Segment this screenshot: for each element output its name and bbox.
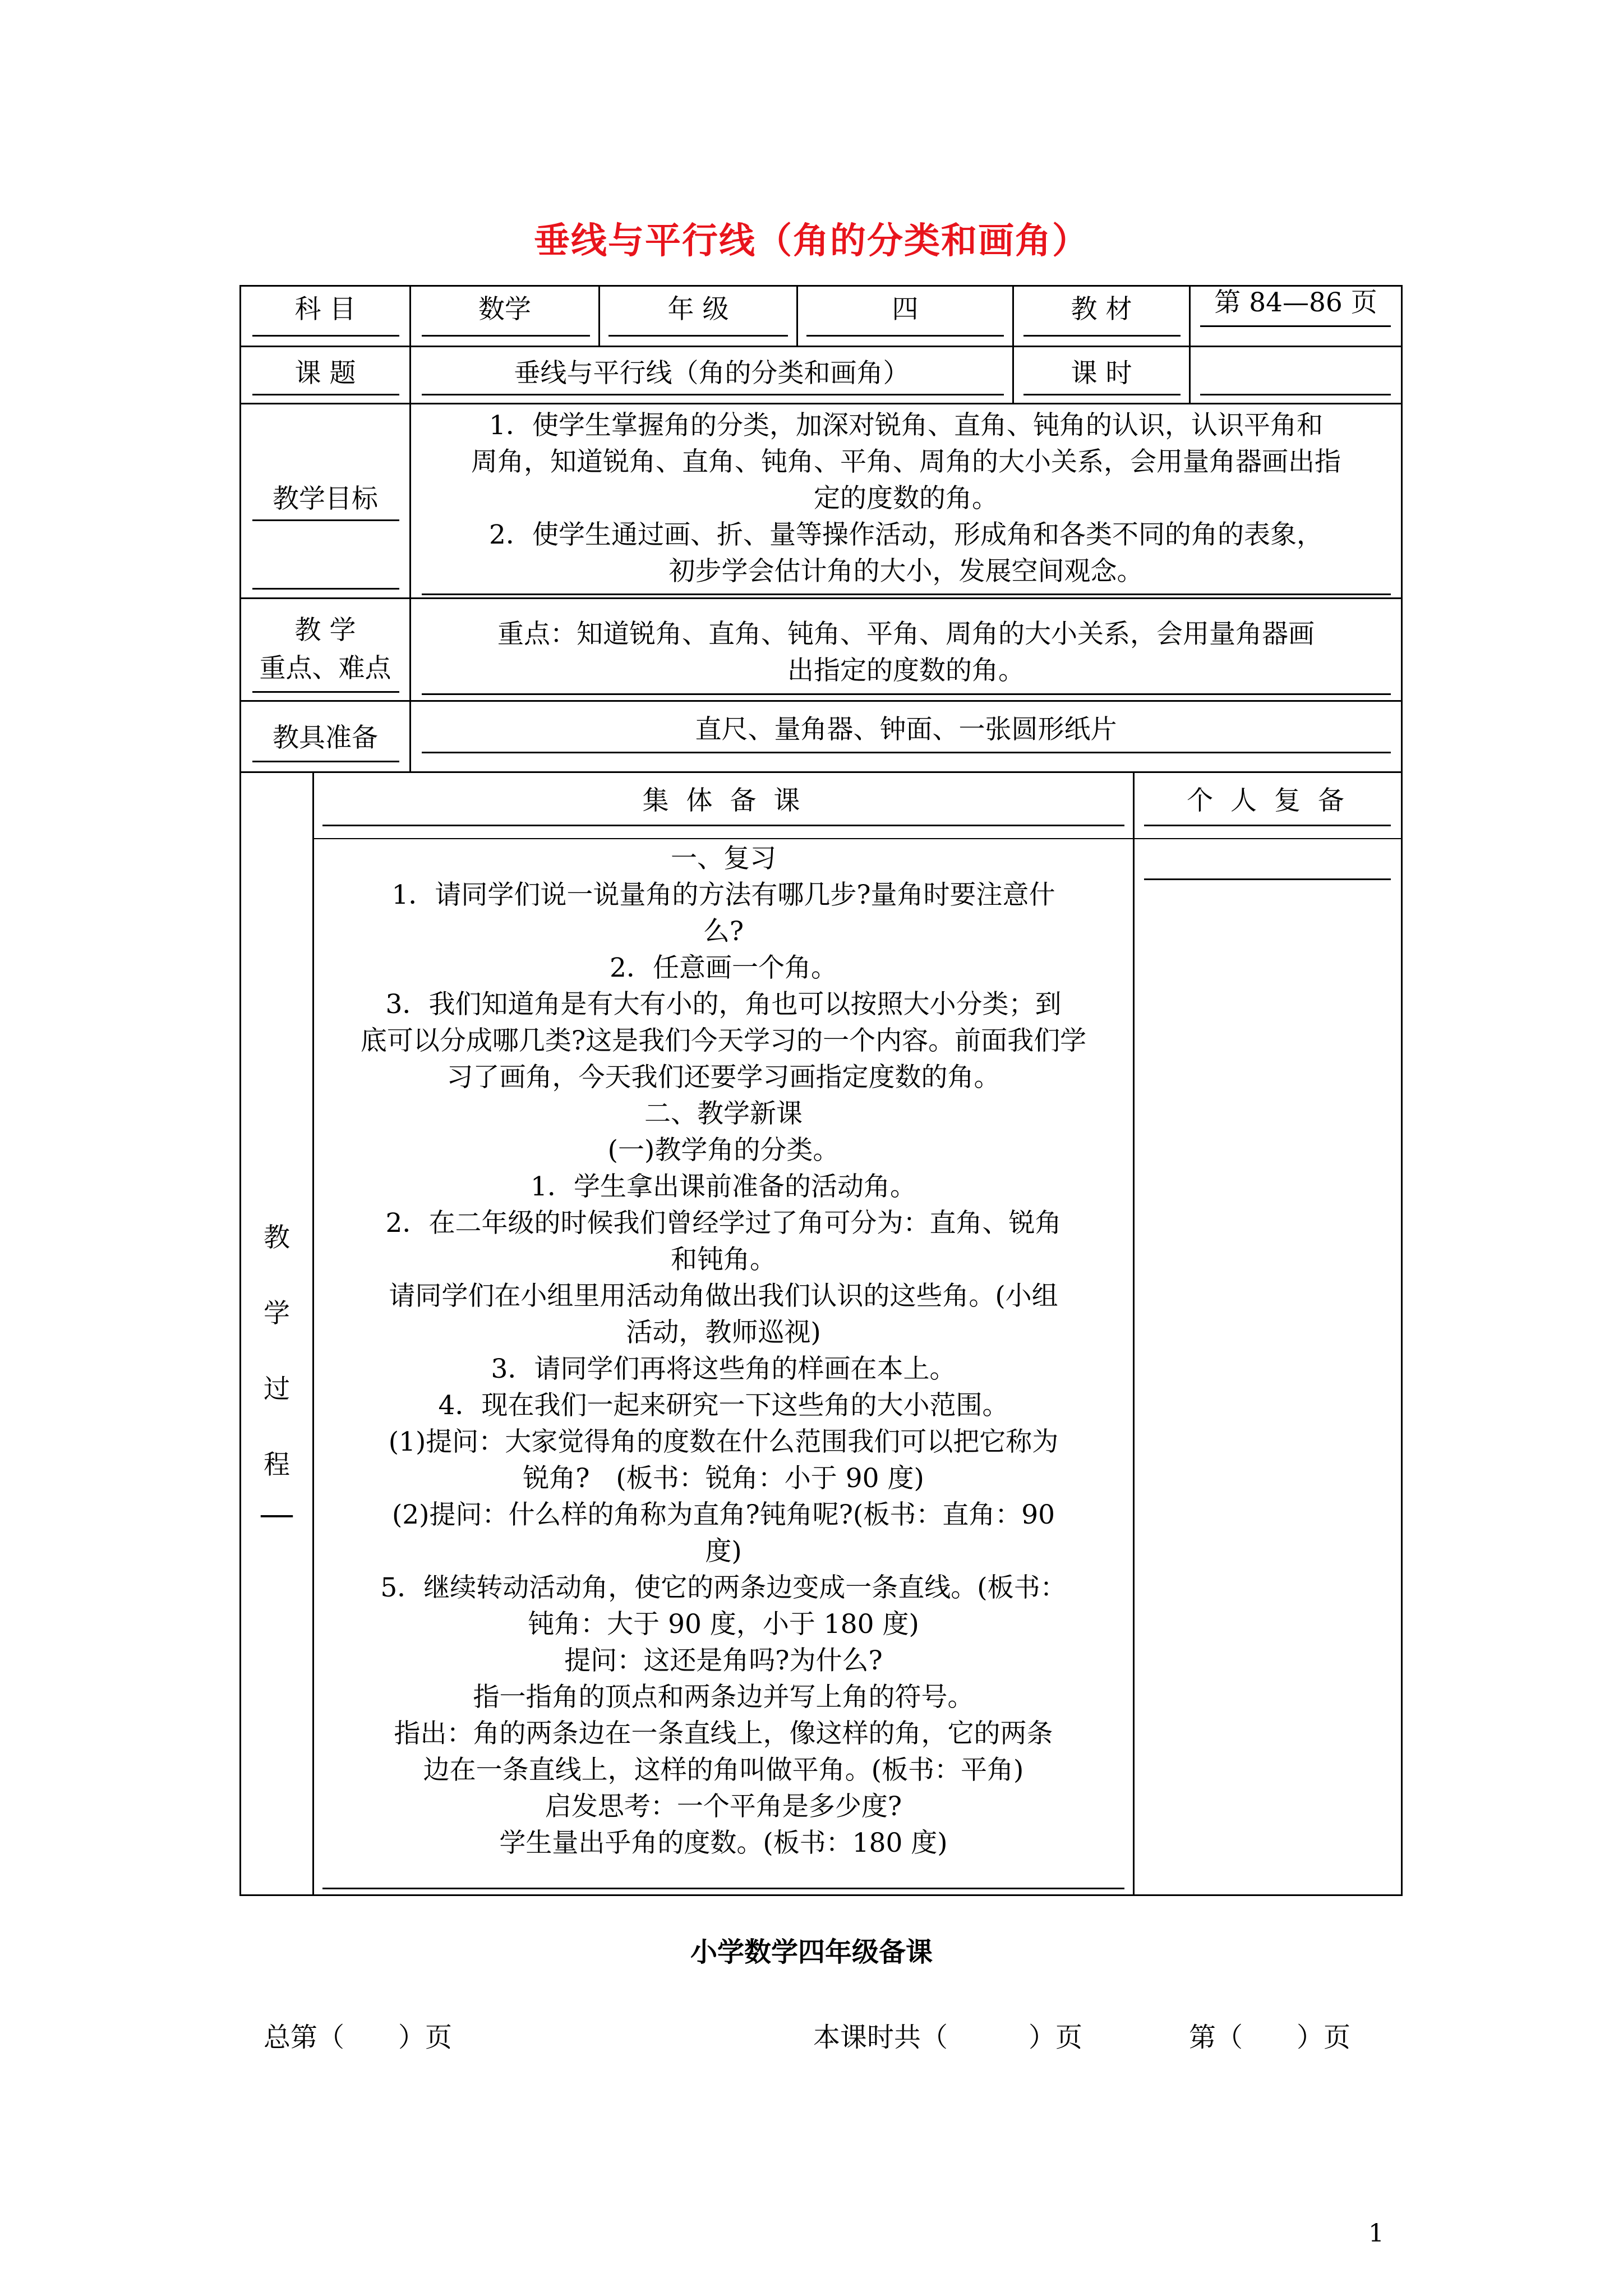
process-line: 一、复习 bbox=[671, 843, 776, 874]
underline bbox=[1200, 325, 1391, 327]
row-divider bbox=[239, 597, 1403, 599]
process-line: 5．继续转动活动角，使它的两条边变成一条直线。(板书： bbox=[380, 1572, 1067, 1603]
total-page: 总第（ ）页 bbox=[264, 2022, 453, 2053]
underline bbox=[422, 752, 1391, 753]
process-label-char: 过 bbox=[264, 1374, 290, 1405]
footer-caption: 小学数学四年级备课 bbox=[690, 1936, 933, 1968]
objectives-label: 教学目标 bbox=[273, 484, 378, 514]
process-line: 和钝角。 bbox=[671, 1244, 776, 1275]
process-line: 请同学们在小组里用活动角做出我们认识的这些角。(小组 bbox=[389, 1281, 1058, 1312]
process-line: 学生量出乎角的度数。(板书：180 度) bbox=[499, 1828, 948, 1858]
objective-line: 1．使学生掌握角的分类，加深对锐角、直角、钝角的认识，认识平角和 bbox=[489, 410, 1323, 441]
textbook-label: 教 材 bbox=[1071, 294, 1132, 325]
keypoints-label: 教 学 bbox=[294, 615, 356, 646]
process-line: 1．请同学们说一说量角的方法有哪几步?量角时要注意什 bbox=[391, 880, 1055, 910]
grade-label: 年 级 bbox=[667, 294, 729, 325]
process-line: 底可以分成哪几类?这是我们今天学习的一个内容。前面我们学 bbox=[360, 1025, 1087, 1056]
process-line: 二、教学新课 bbox=[644, 1098, 803, 1129]
period-label: 课 时 bbox=[1071, 358, 1132, 389]
objective-line: 2．使学生通过画、折、量等操作活动，形成角和各类不同的角的表象， bbox=[489, 519, 1323, 550]
objective-line: 定的度数的角。 bbox=[814, 483, 998, 514]
process-line: 提问：这还是角吗?为什么? bbox=[564, 1645, 883, 1676]
materials-label: 教具准备 bbox=[273, 723, 378, 753]
row-divider bbox=[239, 700, 1403, 702]
underline bbox=[1144, 825, 1391, 826]
underline bbox=[1144, 878, 1391, 880]
process-line: 2．在二年级的时候我们曾经学过了角可分为：直角、锐角 bbox=[385, 1208, 1062, 1239]
objective-line: 初步学会估计角的大小，发展空间观念。 bbox=[668, 556, 1144, 587]
underline bbox=[422, 593, 1391, 595]
process-line: 3．我们知道角是有大有小的，角也可以按照大小分类；到 bbox=[385, 989, 1062, 1020]
process-label-char: 学 bbox=[264, 1298, 290, 1329]
process-label-dash: ── bbox=[261, 1501, 293, 1532]
underline bbox=[252, 394, 399, 395]
process-label-char: 教 bbox=[264, 1222, 290, 1253]
underline bbox=[252, 335, 399, 337]
process-line: 么? bbox=[703, 916, 744, 947]
keypoints-label: 重点、难点 bbox=[259, 653, 391, 684]
process-line: 启发思考：一个平角是多少度? bbox=[545, 1791, 902, 1822]
underline bbox=[422, 693, 1391, 695]
process-line: 1．学生拿出课前准备的活动角。 bbox=[531, 1171, 916, 1202]
page-number: 1 bbox=[1368, 2219, 1384, 2248]
row-divider bbox=[239, 771, 1403, 773]
topic-label: 课 题 bbox=[294, 358, 356, 389]
process-line: (1)提问：大家觉得角的度数在什么范围我们可以把它称为 bbox=[388, 1427, 1059, 1457]
process-line: 指出：角的两条边在一条直线上，像这样的角，它的两条 bbox=[394, 1718, 1053, 1749]
process-line: 指一指角的顶点和两条边并写上角的符号。 bbox=[473, 1682, 974, 1713]
process-line: 2．任意画一个角。 bbox=[610, 953, 837, 983]
lesson-pages: 本课时共（ ）页 bbox=[813, 2022, 1083, 2053]
process-line: 钝角：大于 90 度，小于 180 度) bbox=[528, 1609, 919, 1640]
underline bbox=[252, 519, 399, 521]
process-line: 锐角? (板书：锐角：小于 90 度) bbox=[523, 1463, 924, 1494]
process-line: 3．请同学们再将这些角的样画在本上。 bbox=[491, 1354, 956, 1384]
row-divider bbox=[312, 838, 1134, 839]
underline bbox=[422, 335, 590, 337]
table-border-bottom bbox=[239, 1894, 1403, 1896]
process-line: 习了画角，今天我们还要学习画指定度数的角。 bbox=[446, 1062, 1000, 1093]
keypoint-line: 出指定的度数的角。 bbox=[787, 655, 1025, 686]
personal-header: 个 人 复 备 bbox=[1187, 785, 1349, 816]
subject-label: 科 目 bbox=[294, 294, 356, 325]
process-line: 活动，教师巡视) bbox=[626, 1317, 821, 1348]
underline bbox=[322, 1888, 1124, 1889]
underline bbox=[1023, 394, 1181, 395]
underline bbox=[252, 588, 399, 590]
process-line: 4．现在我们一起来研究一下这些角的大小范围。 bbox=[438, 1390, 1009, 1421]
col-divider bbox=[1133, 771, 1135, 1895]
underline bbox=[322, 825, 1124, 826]
process-line: (2)提问：什么样的角称为直角?钝角呢?(板书：直角：90 bbox=[391, 1499, 1055, 1530]
underline bbox=[608, 335, 788, 337]
table-border-right bbox=[1401, 285, 1403, 1896]
underline bbox=[252, 691, 399, 693]
page-of: 第（ ）页 bbox=[1189, 2022, 1351, 2053]
underline bbox=[1200, 394, 1391, 395]
row-divider bbox=[239, 403, 1403, 404]
process-label-char: 程 bbox=[264, 1450, 290, 1480]
row-divider bbox=[239, 346, 1403, 347]
underline bbox=[806, 335, 1004, 337]
page-title: 垂线与平行线（角的分类和画角） bbox=[534, 220, 1089, 262]
keypoint-line: 重点：知道锐角、直角、钝角、平角、周角的大小关系，会用量角器画 bbox=[497, 619, 1315, 650]
underline bbox=[252, 761, 399, 762]
topic-value: 垂线与平行线（角的分类和画角） bbox=[514, 358, 910, 389]
process-line: 度) bbox=[705, 1536, 742, 1567]
underline bbox=[422, 394, 1004, 395]
table-border-left bbox=[239, 285, 241, 1896]
subject-value: 数学 bbox=[478, 294, 531, 325]
objective-line: 周角，知道锐角、直角、钝角、平角、周角的大小关系，会用量角器画出指 bbox=[471, 447, 1341, 477]
process-line: (一)教学角的分类。 bbox=[607, 1135, 840, 1166]
row-divider bbox=[1133, 838, 1402, 839]
materials-value: 直尺、量角器、钟面、一张圆形纸片 bbox=[695, 714, 1117, 745]
underline bbox=[1023, 335, 1181, 337]
process-line: 边在一条直线上，这样的角叫做平角。(板书：平角) bbox=[423, 1755, 1024, 1786]
collective-header: 集 体 备 课 bbox=[642, 785, 805, 816]
textbook-value: 第 84—86 页 bbox=[1214, 287, 1377, 318]
grade-value: 四 bbox=[892, 294, 919, 325]
